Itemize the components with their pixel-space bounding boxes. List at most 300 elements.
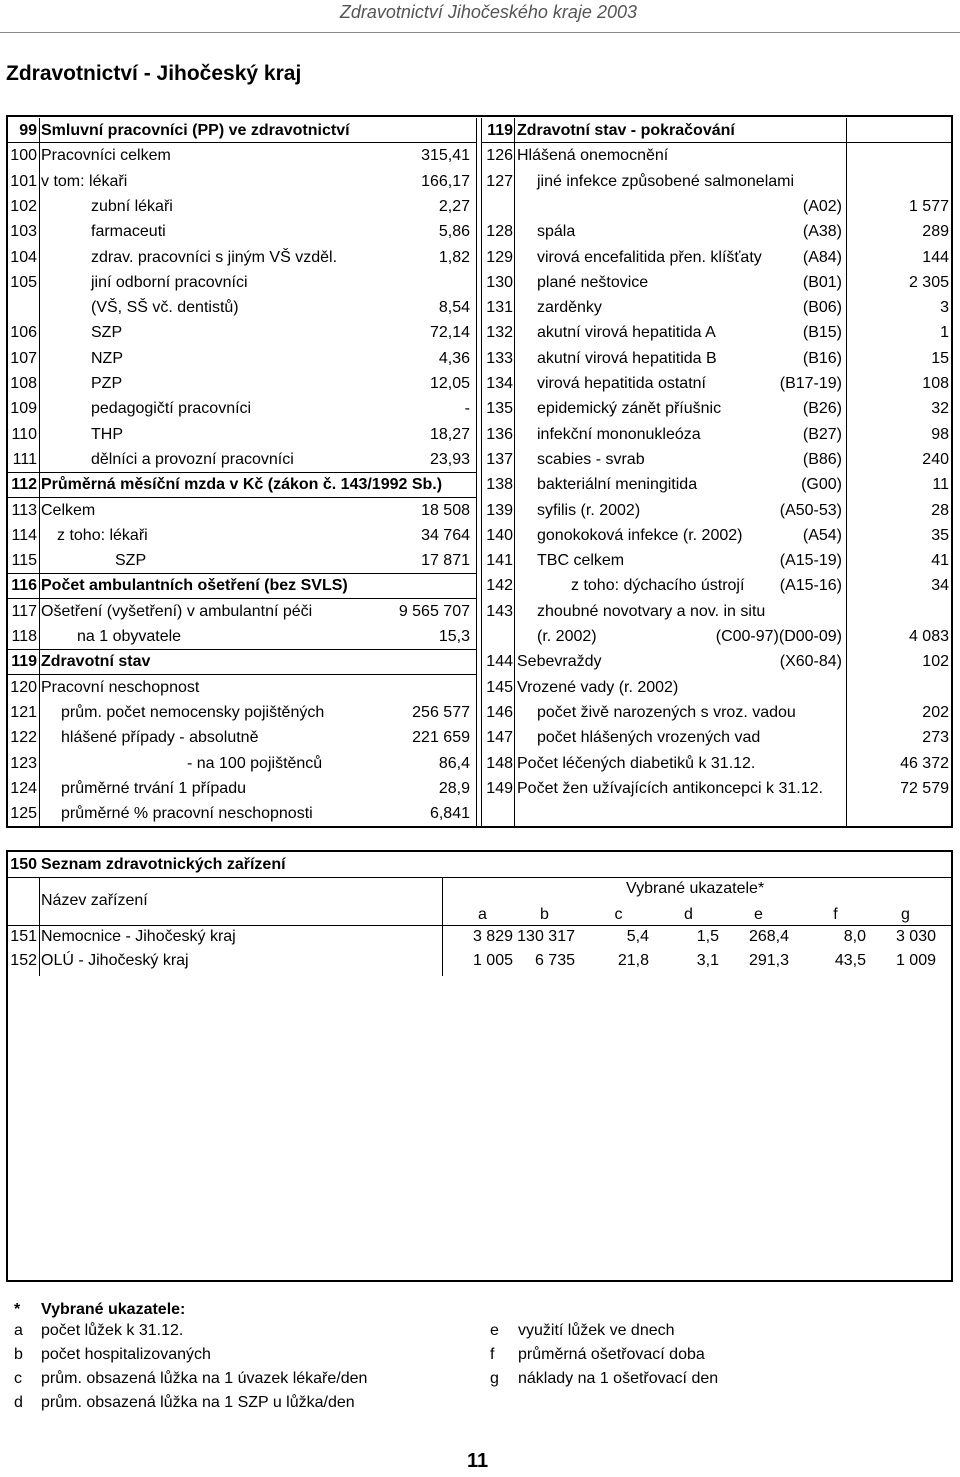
row-value: 35 [931,526,949,544]
right-table-row [482,295,952,320]
row-code: (B26) [802,400,842,418]
row-label: Sebevraždy [517,653,602,671]
row-label: Počet léčených diabetiků k 31.12. [517,754,756,772]
row-value: 108 [922,375,949,392]
right-table-row [482,675,952,700]
row-number: 102 [10,197,37,215]
facility-value: 1 005 [472,952,513,969]
footnote-key: e [490,1322,499,1339]
row-value: 1 577 [908,197,949,215]
row-label: počet živě narozených s vroz. vadou [537,703,796,721]
right-table-row [482,270,952,295]
row-number: 131 [486,299,513,317]
row-label: farmaceuti [91,223,166,241]
row-number: 139 [486,501,513,519]
right-table-row [482,118,952,143]
left-table-row [8,143,478,168]
facility-value: 3 030 [895,928,936,945]
footnote-title: Vybrané ukazatele: [41,1301,186,1318]
row-code [702,599,842,624]
right-table-row [482,346,952,371]
left-table-row [8,295,478,320]
row-number: 125 [10,805,37,823]
row-value: 202 [922,703,949,721]
left-table-row [8,346,478,371]
row-value: 12,05 [429,375,470,392]
row-label: hlášené případy - absolutně [61,729,259,747]
row-label: Vrozené vady (r. 2002) [517,678,679,696]
left-table-row [8,118,478,143]
footnote-text: náklady na 1 ošetřovací den [518,1370,719,1387]
row-code: (A02) [802,197,842,215]
footnote-text: počet hospitalizovaných [41,1346,211,1363]
row-code: (B06) [802,299,842,317]
row-number: 134 [486,375,513,392]
row-code: (B16) [802,349,842,367]
row-label: (r. 2002) [537,628,597,645]
row-number: 136 [486,425,513,443]
footnote-key: f [490,1346,495,1363]
row-label: virová encefalitida přen. klíšťaty [537,248,762,266]
row-code [702,700,842,725]
row-value: 315,41 [421,147,470,165]
left-table-row [8,472,478,497]
row-value: 28 [931,501,949,519]
row-number: 119 [11,653,37,671]
facility-value: 8,0 [843,928,866,945]
row-number: 107 [10,349,37,367]
row-code [702,169,842,194]
row-number: 103 [10,223,37,241]
row-number: 152 [10,952,37,969]
row-value: 273 [922,729,949,747]
right-table-row [482,725,952,750]
row-number: 137 [486,450,513,468]
row-label: plané neštovice [537,273,649,291]
row-number: 110 [11,425,37,443]
row-value: 1,82 [438,248,470,266]
row-number: 124 [10,779,37,797]
row-number [482,194,513,219]
row-value: 34 [931,577,949,595]
row-number: 138 [486,476,513,494]
row-label: z toho: lékaři [57,526,148,544]
row-number: 133 [486,349,513,367]
row-value [847,675,949,700]
row-value [847,143,949,168]
row-value: 18,27 [429,425,470,443]
row-value: 102 [922,653,949,671]
row-value: 11 [932,476,949,494]
right-table-row [482,649,952,674]
right-table-row [482,245,952,270]
facility-value: 5,4 [626,928,649,945]
row-value: 6,841 [429,805,470,823]
row-number: 151 [10,928,37,945]
right-table-row [482,422,952,447]
footnote-key: d [14,1394,23,1411]
row-label: dělníci a provozní pracovníci [91,450,294,468]
row-value [847,599,949,624]
row-value: 289 [922,223,949,241]
row-number: 123 [10,754,37,772]
indicator-column-label: f [833,906,838,923]
row-value: 18 508 [421,501,470,519]
row-number: 129 [486,248,513,266]
facility-name: OLÚ - Jihočeský kraj [41,952,189,969]
row-value [847,169,949,194]
indicators-header: Vybrané ukazatele* [626,880,765,897]
right-table-row [482,523,952,548]
row-value: 5,86 [438,223,470,241]
page-title: Zdravotnictví - Jihočeský kraj [6,62,302,85]
row-value: 41 [931,552,949,570]
row-label: akutní virová hepatitida A [537,324,716,342]
right-table-row [482,447,952,472]
footnote-key: b [14,1346,23,1363]
row-code: (X60-84) [779,653,842,671]
right-table-row [482,396,952,421]
running-header: Zdravotnictví Jihočeského kraje 2003 [339,2,637,22]
left-table-row [8,169,478,194]
row-label: - na 100 pojištěnců [187,754,323,772]
row-code: (A15-16) [779,577,842,595]
right-table-row [482,472,952,497]
right-table-row [482,548,952,573]
left-table-row [8,649,478,674]
row-label: Celkem [41,501,96,519]
row-label: jiní odborní pracovníci [91,273,248,291]
right-table-row [482,599,952,624]
left-table-row [8,270,478,295]
row-code: (A84) [802,248,842,266]
row-number: 150 [10,856,37,873]
row-number: 115 [11,552,37,570]
row-label: THP [91,425,123,443]
row-number: 147 [486,729,513,747]
row-number: 114 [11,526,37,544]
row-number: 141 [486,552,513,570]
row-value: 4 083 [908,628,949,645]
facility-name: Nemocnice - Jihočeský kraj [41,928,236,945]
facilities-title: Seznam zdravotnických zařízení [41,856,286,873]
row-number: 99 [19,122,37,139]
row-number: 144 [486,653,513,671]
right-table-row [482,624,952,649]
row-value: 15,3 [438,628,470,645]
section-divider [8,573,476,574]
row-number: 149 [486,779,513,797]
row-label: epidemický zánět příušnic [537,400,722,418]
row-label: scabies - svrab [537,450,645,468]
row-number: 142 [486,577,513,595]
footnote-text: počet lůžek k 31.12. [41,1322,184,1339]
left-table-row [8,523,478,548]
row-label: zdrav. pracovníci s jiným VŠ vzděl. [91,248,338,266]
row-code: (B15) [802,324,842,342]
row-label: SZP [91,324,123,342]
row-number: 145 [486,678,513,696]
row-value: 17 871 [421,552,470,570]
left-table-row [8,751,478,776]
row-value: - [464,400,470,418]
row-number: 143 [486,602,513,620]
row-code: (B17-19) [779,375,842,392]
row-value [847,118,949,143]
row-value: 98 [931,425,949,443]
left-table-row [8,548,478,573]
row-label: bakteriální meningitida [537,476,698,494]
row-label: NZP [91,349,123,367]
row-label: průměrné trvání 1 případu [61,779,246,797]
row-label: virová hepatitida ostatní [537,375,706,392]
row-number: 118 [11,628,37,645]
row-value: 72,14 [429,324,470,342]
section-divider [8,472,476,473]
row-number: 121 [10,703,37,721]
row-value: 2,27 [438,197,470,215]
right-table-row [482,194,952,219]
indicator-column-label: g [901,906,910,923]
row-value: 32 [931,400,949,418]
facility-row [8,924,952,949]
row-value: 8,54 [438,299,470,317]
row-code [702,725,842,750]
row-label: Pracovníci celkem [41,147,171,165]
left-table-row [8,498,478,523]
row-code: (A15-19) [779,552,842,570]
row-label: Ošetření (vyšetření) v ambulantní péči [41,602,313,620]
right-table-row [482,320,952,345]
row-code: (G00) [801,476,842,494]
row-label: SZP [115,552,147,570]
indicator-column-label: a [478,906,487,923]
row-code: (A50-53) [779,501,842,519]
row-value: 72 579 [900,779,949,797]
right-table-row [482,169,952,194]
row-label: prům. počet nemocensky pojištěných [61,703,325,721]
right-table-row [482,498,952,523]
row-label: gonokoková infekce (r. 2002) [537,526,743,544]
row-label: Počet žen užívajících antikoncepci k 31.12. [517,779,823,797]
row-label: z toho: dýchacího ústrojí [571,577,745,595]
page-number: 11 [467,1450,489,1472]
row-label: akutní virová hepatitida B [537,349,717,367]
row-label: na 1 obyvatele [77,628,182,645]
row-number: 128 [486,223,513,241]
right-table-row [482,143,952,168]
left-table-row [8,624,478,649]
left-table-row [8,447,478,472]
row-number: 105 [10,273,37,291]
name-column-header: Název zařízení [41,892,148,909]
row-code [702,675,842,700]
row-value: 23,93 [429,450,470,468]
row-code [702,143,842,168]
indicator-column-label: c [614,906,623,923]
row-label: zhoubné novotvary a nov. in situ [537,602,766,620]
facilities-title-row [8,852,948,877]
row-label: (VŠ, SŠ vč. dentistů) [91,299,239,317]
facility-value: 130 317 [517,928,575,945]
row-label: zarděnky [537,299,602,317]
row-label: počet hlášených vrozených vad [537,729,761,747]
row-label: průměrné % pracovní neschopnosti [61,805,313,823]
row-code: (A54) [802,526,842,544]
row-number: 140 [486,526,513,544]
left-table-row [8,371,478,396]
facility-value: 43,5 [834,952,866,969]
row-code [702,801,842,826]
row-number: 132 [486,324,513,342]
row-value [847,801,949,826]
row-value: 256 577 [412,703,470,721]
left-table-row [8,776,478,801]
row-value: 166,17 [421,172,470,190]
row-label: Zdravotní stav [41,653,151,671]
row-number: 111 [12,450,37,468]
row-label: Zdravotní stav - pokračování [517,122,735,139]
row-number [482,624,513,649]
footnote-key: a [14,1322,23,1339]
row-code: (C00-97)(D00-09) [715,628,842,645]
header-divider [0,32,960,33]
row-value [308,675,470,700]
row-label: v tom: lékaři [41,172,128,190]
indicator-column-label: d [684,906,693,923]
left-table-row [8,396,478,421]
left-table-row [8,320,478,345]
right-table-row [482,371,952,396]
row-value: 28,9 [438,779,470,797]
row-number: 127 [486,172,513,190]
facility-value: 3,1 [696,952,719,969]
section-divider [8,649,476,650]
row-number: 104 [10,248,37,266]
left-table-row [8,219,478,244]
row-number: 135 [486,400,513,418]
left-table-row [8,573,478,598]
row-code: (B01) [802,273,842,291]
row-number: 108 [10,375,37,392]
right-table-row [482,219,952,244]
row-number: 126 [486,147,513,165]
indicator-column-label: b [540,906,549,923]
row-label: Počet ambulantních ošetření (bez SVLS) [41,577,348,595]
footnote-star: * [14,1301,21,1318]
left-table-row [8,725,478,750]
row-value: 240 [922,450,949,468]
row-code: (A38) [802,223,842,241]
row-number: 101 [10,172,37,190]
facility-value: 268,4 [748,928,789,945]
row-code [702,776,842,801]
row-value: 144 [922,248,949,266]
left-table-row [8,422,478,447]
row-number: 116 [11,577,37,595]
row-number: 122 [10,729,37,747]
row-number: 130 [486,273,513,291]
facility-value: 6 735 [534,952,575,969]
row-label: TBC celkem [537,552,625,570]
row-number [8,295,37,320]
right-table-row [482,751,952,776]
left-table-row [8,700,478,725]
footnote-text: využití lůžek ve dnech [518,1322,675,1339]
row-number: 100 [10,147,37,165]
facility-value: 3 829 [472,928,513,945]
row-value: 221 659 [412,729,470,747]
indicator-column-label: e [754,906,763,923]
row-number: 119 [487,122,513,139]
row-number: 113 [11,501,37,519]
row-label: syfilis (r. 2002) [537,501,641,519]
footnote-text: průměrná ošetřovací doba [518,1346,705,1363]
row-number: 146 [486,703,513,721]
row-label: zubní lékaři [91,197,173,215]
row-value: 86,4 [438,754,470,772]
row-number: 109 [10,400,37,418]
row-label: Smluvní pracovníci (PP) ve zdravotnictví [41,122,350,139]
row-code [702,751,842,776]
row-value: 46 372 [900,754,949,772]
row-number: 117 [11,602,37,620]
footnote-key: g [490,1370,499,1387]
row-label: PZP [91,375,123,392]
row-code: (B86) [802,450,842,468]
row-number [482,801,513,826]
right-table-row [482,700,952,725]
row-value: 9 565 707 [398,602,470,620]
row-number: 106 [10,324,37,342]
row-label: spála [537,223,576,241]
row-number: 120 [10,678,37,696]
row-label: Pracovní neschopnost [41,678,200,696]
row-number: 112 [11,476,37,494]
row-value: 15 [931,349,949,367]
row-value: 4,36 [438,349,470,367]
row-number: 148 [486,754,513,772]
right-table-row [482,776,952,801]
left-table-row [8,245,478,270]
facility-value: 21,8 [617,952,649,969]
left-table-row [8,194,478,219]
row-value: 1 [940,324,949,342]
row-label: jiné infekce způsobené salmonelami [537,172,795,190]
right-table-row [482,801,952,826]
left-table-row [8,599,478,624]
row-code [702,118,842,143]
left-table-row [8,801,478,826]
footnote-text: prům. obsazená lůžka na 1 SZP u lůžka/den [41,1394,355,1411]
row-label: infekční mononukleóza [537,425,701,443]
facility-value: 1 009 [895,952,936,969]
row-value: 3 [940,299,949,317]
facilities-divider [8,877,951,878]
row-value: 2 305 [908,273,949,291]
row-label: pedagogičtí pracovníci [91,400,252,418]
row-label: Hlášená onemocnění [517,147,669,165]
facility-row [8,948,952,973]
right-table-row [482,573,952,598]
left-table-row [8,675,478,700]
footnote-text: prům. obsazená lůžka na 1 úvazek lékaře/den [41,1370,368,1387]
facility-value: 1,5 [696,928,719,945]
footnote-key: c [14,1370,22,1387]
facility-value: 291,3 [748,952,789,969]
row-label: Průměrná měsíční mzda v Kč (zákon č. 143/1992 Sb.) [41,476,443,494]
row-value: 34 764 [421,526,470,544]
